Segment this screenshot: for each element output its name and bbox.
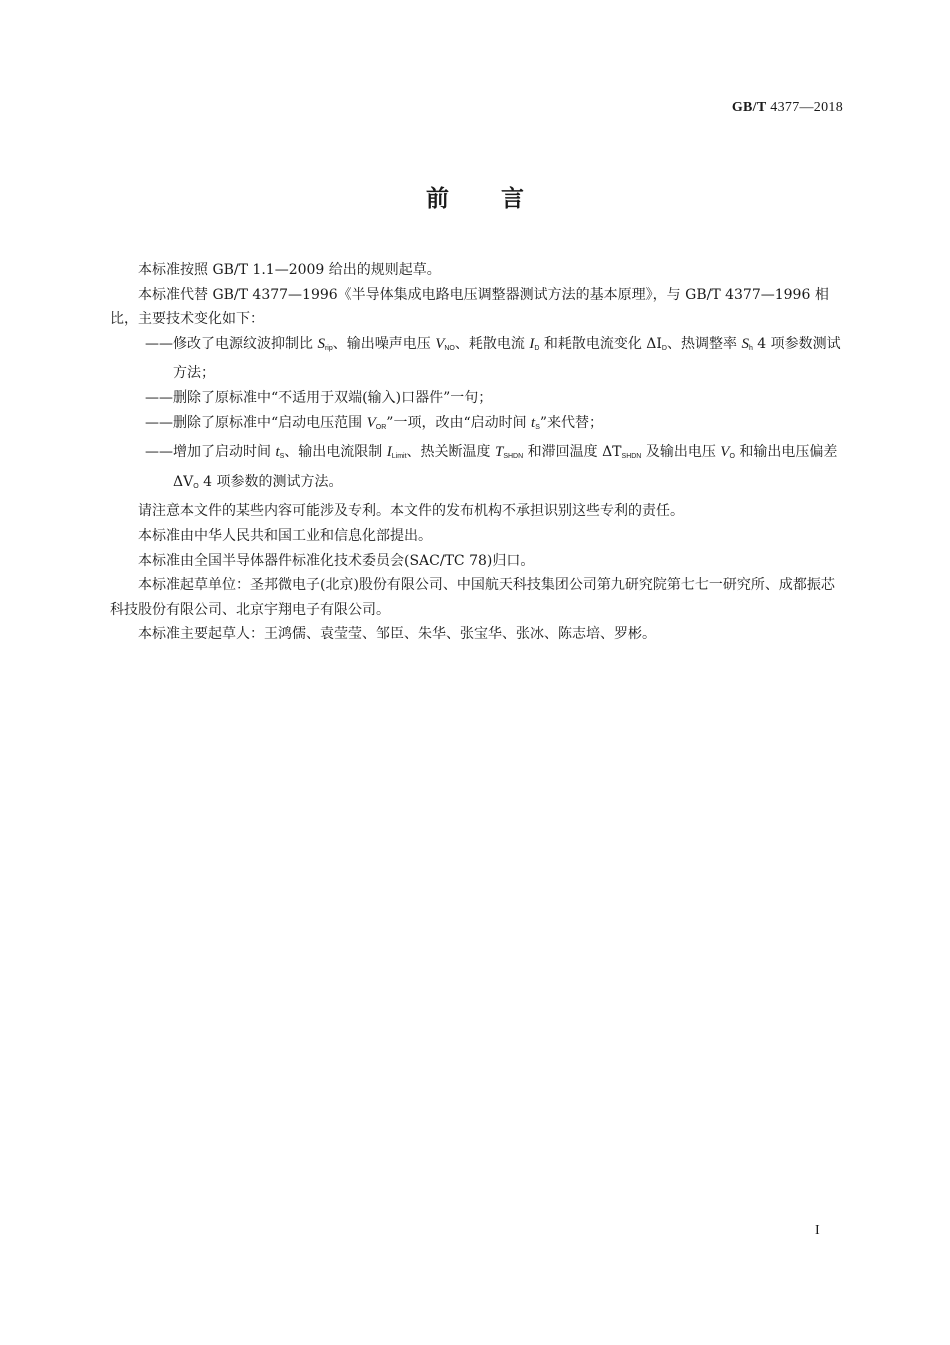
paragraph-replacement: 本标准代替 GB/T 4377—1996《半导体集成电路电压调整器测试方法的基本原理》，与 GB/T 4377—1996 相比，主要技术变化如下： xyxy=(110,286,829,328)
standard-number: 4377—2018 xyxy=(766,100,843,115)
paragraph-drafting-units: 本标准起草单位：圣邦微电子(北京)股份有限公司、中国航天科技集团公司第九研究院第七七一研究所、成都振芯科技股份有限公司、北京宇翔电子有限公司。 xyxy=(110,577,835,618)
page-number: I xyxy=(815,1223,820,1238)
change-item-1: ——修改了电源纹波抑制比 $S_{rip}$、输出噪声电压 $V_{NO}$、耗散电流 $I_D$ 和耗散电流变化 $\Delta I_D$、热调整率 $S_h$ 4 项参数测试方法； xyxy=(145,335,841,382)
change-item-3: ——删除了原标准中“启动电压范围 $V_{OR}$”一项，改由“启动时间 $t_S$”来代替； xyxy=(145,414,604,431)
change-item-2: ——删除了原标准中“不适用于双端(输入)口器件”一句； xyxy=(145,389,493,406)
page-title: 前言 xyxy=(426,186,576,212)
paragraph-proposer: 本标准由中华人民共和国工业和信息化部提出。 xyxy=(138,527,432,544)
paragraph-drafters: 本标准主要起草人：王鸿儒、袁莹莹、邹臣、朱华、张宝华、张冰、陈志培、罗彬。 xyxy=(138,626,656,643)
foreword-body xyxy=(110,258,843,647)
standard-prefix: GB/T xyxy=(731,100,767,115)
paragraph-technical-committee: 本标准由全国半导体器件标准化技术委员会(SAC/TC 78)归口。 xyxy=(138,552,535,569)
change-item-4: ——增加了启动时间 $t_S$、输出电流限制 $I_{Limit}$、热关断温度 $T_{SHDN}$ 和滞回温度 $\Delta T_{SHDN}$ 及输出电压 $V_O$ 和输出电压偏差 $\Delta V_O$ 4 项参数的测试方法。 xyxy=(145,444,838,490)
paragraph-drafting-rules: 本标准按照 GB/T 1.1—2009 给出的规则起草。 xyxy=(138,262,441,278)
standard-code-header xyxy=(732,100,843,116)
paragraph-patent-notice: 请注意本文件的某些内容可能涉及专利。本文件的发布机构不承担识别这些专利的责任。 xyxy=(138,503,684,520)
